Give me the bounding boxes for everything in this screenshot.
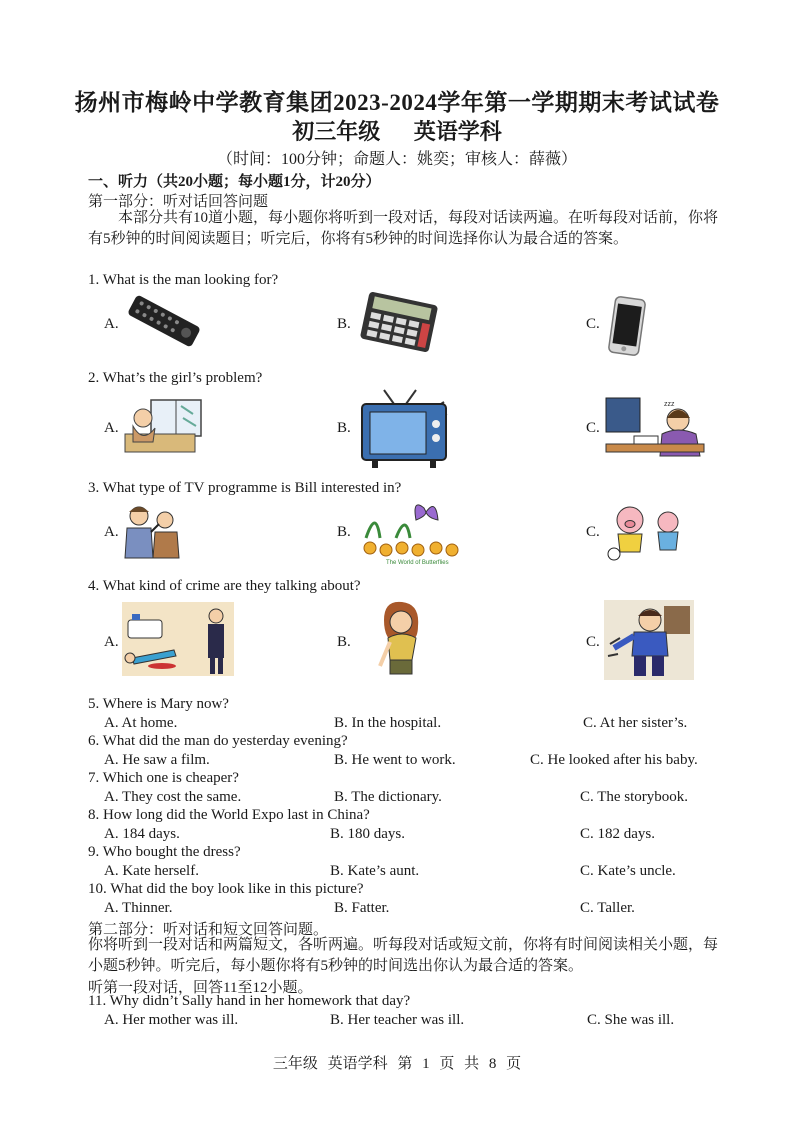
option-a: A. Her mother was ill. [104, 1012, 239, 1028]
option-a: A. They cost the same. [104, 789, 242, 805]
question-3: 3. What type of TV programme is Bill interested in? [88, 480, 402, 496]
option-label: C. [586, 316, 600, 332]
option-c: C. At her sister’s. [583, 715, 688, 731]
svg-text:zzz: zzz [664, 401, 675, 408]
option-label: A. [104, 316, 119, 332]
option-c: C. 182 days. [580, 826, 655, 842]
part2-title: 第二部分：听对话和短文回答问题。 [88, 922, 329, 938]
question-2: 2. What’s the girl’s problem? [88, 370, 263, 386]
butterfly-documentary-icon [356, 498, 466, 566]
question-7: 7. Which one is cheaper? [88, 770, 239, 786]
option-c: C. Kate’s uncle. [580, 863, 676, 879]
accident-scene-icon [122, 602, 234, 676]
option-label: B. [337, 420, 351, 436]
dialogue-note: 听第一段对话，回答11至12小题。 [88, 980, 313, 996]
robbed-boy-icon [604, 600, 694, 680]
exam-title: 扬州市梅岭中学教育集团2023-2024学年第一学期期末考试试卷 [74, 90, 720, 115]
mobile-phone-icon [604, 294, 650, 358]
option-b: B. Kate’s aunt. [330, 863, 420, 879]
option-a: A. At home. [104, 715, 178, 731]
butterfly-caption: The World of Butterflies [386, 560, 449, 566]
option-b: B. 180 days. [330, 826, 405, 842]
question-1: 1. What is the man looking for? [88, 272, 279, 288]
exam-subtitle [0, 115, 794, 146]
option-label: A. [104, 634, 119, 650]
part1-title: 第一部分：听对话回答问题 [88, 194, 269, 210]
option-label: A. [104, 420, 119, 436]
remote-control-icon [122, 290, 206, 352]
option-label: A. [104, 524, 119, 540]
option-label: B. [337, 524, 351, 540]
crying-girl-icon [372, 600, 430, 680]
part1-instructions: 本部分共有10道小题，每小题你将听到一段对话，每段对话读两遍。在听每段对话前，你将有5秒钟的时间阅读题目；听完后，你将有5秒钟的时间选择你认为最合适的答案。 [88, 210, 719, 247]
option-a: A. Thinner. [104, 900, 173, 916]
girl-at-desk-icon [604, 394, 706, 462]
question-10: 10. What did the boy look like in this picture? [88, 881, 364, 897]
question-4: 4. What kind of crime are they talking about? [88, 578, 361, 594]
option-b: B. In the hospital. [334, 715, 442, 731]
option-label: C. [586, 524, 600, 540]
option-b: B. Fatter. [334, 900, 390, 916]
option-a: A. 184 days. [104, 826, 180, 842]
question-6: 6. What did the man do yesterday evening? [88, 733, 348, 749]
question-9: 9. Who bought the dress? [88, 844, 241, 860]
cold-girl-window-icon [121, 396, 207, 456]
option-a: A. He saw a film. [104, 752, 210, 768]
option-b: B. Her teacher was ill. [330, 1012, 465, 1028]
calculator-icon [358, 292, 440, 352]
part2-instructions: 你将听到一段对话和两篇短文，各听两遍。听每段对话或短文前，你将有时间阅读相关小题，每小题5秒钟。听完后，每小题你将有5秒钟的时间选出你认为最合适的答案。 [88, 937, 719, 974]
subject-label: 英语学科 [413, 119, 502, 144]
option-a: A. Kate herself. [104, 863, 199, 879]
option-b: B. The dictionary. [334, 789, 442, 805]
cartoon-pig-icon [604, 500, 688, 562]
option-label: B. [337, 634, 351, 650]
noisy-tv-icon [356, 388, 452, 470]
option-label: B. [337, 316, 351, 332]
option-c: C. She was ill. [587, 1012, 675, 1028]
page-footer: 三年级 英语学科 第 1 页 共 8 页 [272, 1056, 522, 1072]
grade-label: 初三年级 [292, 119, 381, 144]
option-c: C. He looked after his baby. [530, 752, 698, 768]
option-b: B. He went to work. [334, 752, 456, 768]
question-8: 8. How long did the World Expo last in China? [88, 807, 370, 823]
option-c: C. The storybook. [580, 789, 689, 805]
option-label: C. [586, 420, 600, 436]
interview-icon [121, 502, 183, 560]
question-5: 5. Where is Mary now? [88, 696, 229, 712]
question-11: 11. Why didn’t Sally hand in her homework that day? [88, 993, 411, 1009]
exam-info: （时间：100分钟；命题人：姚奕；审核人：薛薇） [216, 151, 577, 168]
option-label: C. [586, 634, 600, 650]
section-heading: 一、听力（共20小题；每小题1分，计20分） [88, 174, 381, 190]
option-c: C. Taller. [580, 900, 635, 916]
